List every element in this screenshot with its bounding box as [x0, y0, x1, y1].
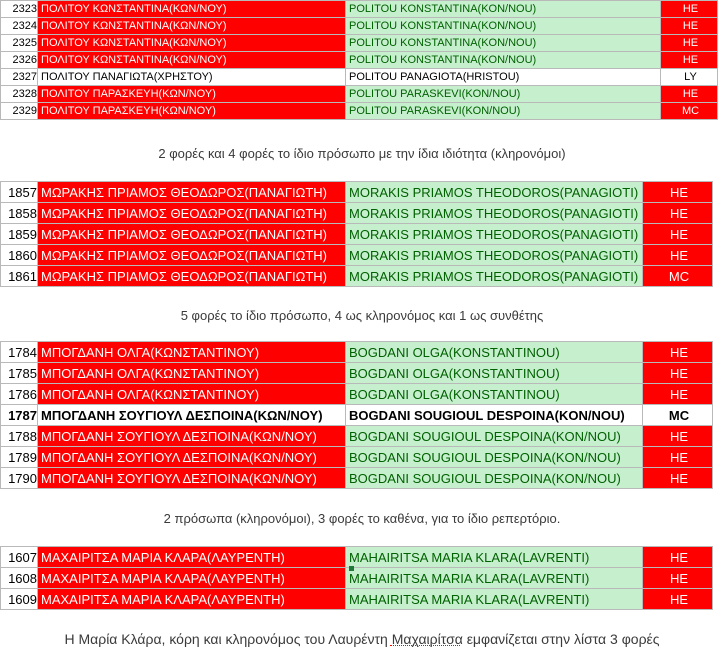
- row-number[interactable]: 2323: [1, 1, 38, 18]
- greek-name-cell[interactable]: ΜΑΧΑΙΡΙΤΣΑ ΜΑΡΙΑ ΚΛΑΡΑ(ΛΑΥΡΕΝΤΗ): [38, 568, 346, 589]
- table-row: [1, 384, 713, 405]
- spellcheck-underline: [390, 645, 460, 646]
- row-number[interactable]: 1787: [1, 405, 38, 426]
- role-code-cell[interactable]: MC: [643, 266, 713, 287]
- row-number[interactable]: 1607: [1, 547, 38, 568]
- greek-name-cell[interactable]: ΠΟΛΙΤΟΥ ΚΩΝΣΤΑΝΤΙΝΑ(ΚΩΝ/ΝΟΥ): [38, 18, 346, 35]
- role-code-cell[interactable]: HE: [643, 468, 713, 489]
- greek-name-cell[interactable]: ΜΑΧΑΙΡΙΤΣΑ ΜΑΡΙΑ ΚΛΑΡΑ(ΛΑΥΡΕΝΤΗ): [38, 589, 346, 610]
- greek-name-cell[interactable]: ΠΟΛΙΤΟΥ ΚΩΝΣΤΑΝΤΙΝΑ(ΚΩΝ/ΝΟΥ): [38, 52, 346, 69]
- greek-name-cell[interactable]: ΠΟΛΙΤΟΥ ΚΩΝΣΤΑΝΤΙΝΑ(ΚΩΝ/ΝΟΥ): [38, 1, 346, 18]
- role-code-cell[interactable]: HE: [661, 18, 718, 35]
- table-row: [1, 547, 713, 568]
- row-number[interactable]: 2326: [1, 52, 38, 69]
- row-number[interactable]: 1608: [1, 568, 38, 589]
- role-code-cell[interactable]: HE: [643, 426, 713, 447]
- role-code-cell[interactable]: HE: [643, 245, 713, 266]
- row-number[interactable]: 1784: [1, 342, 38, 363]
- role-code-cell[interactable]: HE: [661, 86, 718, 103]
- latin-name-cell[interactable]: MAHAIRITSA MARIA KLARA(LAVRENTI): [346, 547, 643, 568]
- row-number[interactable]: 1785: [1, 363, 38, 384]
- table-row: [1, 35, 718, 52]
- table-row: [1, 69, 718, 86]
- table-row: [1, 245, 713, 266]
- row-number[interactable]: 2327: [1, 69, 38, 86]
- row-number[interactable]: 1858: [1, 203, 38, 224]
- row-number[interactable]: 1788: [1, 426, 38, 447]
- row-number[interactable]: 1789: [1, 447, 38, 468]
- greek-name-cell[interactable]: ΠΟΛΙΤΟΥ ΚΩΝΣΤΑΝΤΙΝΑ(ΚΩΝ/ΝΟΥ): [38, 35, 346, 52]
- greek-name-cell[interactable]: ΜΩΡΑΚΗΣ ΠΡΙΑΜΟΣ ΘΕΟΔΩΡΟΣ(ΠΑΝΑΓΙΩΤΗ): [38, 203, 346, 224]
- latin-name-cell[interactable]: BOGDANI OLGA(KONSTANTINOU): [346, 342, 643, 363]
- greek-name-cell[interactable]: ΠΟΛΙΤΟΥ ΠΑΡΑΣΚΕΥΗ(ΚΩΝ/ΝΟΥ): [38, 86, 346, 103]
- row-number[interactable]: 1859: [1, 224, 38, 245]
- table-row: [1, 426, 713, 447]
- table-row: [1, 182, 713, 203]
- latin-name-cell[interactable]: MORAKIS PRIAMOS THEODOROS(PANAGIOTI): [346, 224, 643, 245]
- table-row: [1, 342, 713, 363]
- latin-name-cell[interactable]: POLITOU KONSTANTINA(KON/NOU): [346, 52, 661, 69]
- caption-mahairitsa: Η Μαρία Κλάρα, κόρη και κληρονόμος του Λαυρέντη Μαχαιρίτσα εμφανίζεται στην λίστα 3 φορές: [64, 631, 660, 647]
- row-number[interactable]: 1860: [1, 245, 38, 266]
- row-number[interactable]: 1609: [1, 589, 38, 610]
- latin-name-cell[interactable]: POLITOU PARASKEVI(KON/NOU): [346, 86, 661, 103]
- greek-name-cell[interactable]: ΜΩΡΑΚΗΣ ΠΡΙΑΜΟΣ ΘΕΟΔΩΡΟΣ(ΠΑΝΑΓΙΩΤΗ): [38, 224, 346, 245]
- role-code-cell[interactable]: HE: [661, 52, 718, 69]
- table-row: [1, 1, 718, 18]
- table-row: [1, 405, 713, 426]
- greek-name-cell[interactable]: ΜΠΟΓΔΑΝΗ ΣΟΥΓΙΟΥΛ ΔΕΣΠΟΙΝΑ(ΚΩΝ/ΝΟΥ): [38, 468, 346, 489]
- morakis-table: [0, 181, 713, 287]
- latin-name-cell[interactable]: POLITOU KONSTANTINA(KON/NOU): [346, 35, 661, 52]
- table-row: [1, 103, 718, 120]
- role-code-cell[interactable]: HE: [643, 568, 713, 589]
- latin-name-cell[interactable]: MORAKIS PRIAMOS THEODOROS(PANAGIOTI): [346, 266, 643, 287]
- latin-name-cell[interactable]: BOGDANI SOUGIOUL DESPOINA(KON/NOU): [346, 426, 643, 447]
- role-code-cell[interactable]: HE: [643, 224, 713, 245]
- greek-name-cell[interactable]: ΠΟΛΙΤΟΥ ΠΑΝΑΓΙΩΤΑ(ΧΡΗΣΤΟΥ): [38, 69, 346, 86]
- cell-selection-handle[interactable]: [349, 566, 354, 571]
- greek-name-cell[interactable]: ΜΠΟΓΔΑΝΗ ΣΟΥΓΙΟΥΛ ΔΕΣΠΟΙΝΑ(ΚΩΝ/ΝΟΥ): [38, 405, 346, 426]
- greek-name-cell[interactable]: ΜΩΡΑΚΗΣ ΠΡΙΑΜΟΣ ΘΕΟΔΩΡΟΣ(ΠΑΝΑΓΙΩΤΗ): [38, 245, 346, 266]
- table-row: [1, 224, 713, 245]
- role-code-cell[interactable]: MC: [661, 103, 718, 120]
- table-row: [1, 363, 713, 384]
- greek-name-cell[interactable]: ΜΠΟΓΔΑΝΗ ΟΛΓΑ(ΚΩΝΣΤΑΝΤΙΝΟΥ): [38, 384, 346, 405]
- table-row: [1, 568, 713, 589]
- role-code-cell[interactable]: LY: [661, 69, 718, 86]
- row-number[interactable]: 1790: [1, 468, 38, 489]
- row-number[interactable]: 1861: [1, 266, 38, 287]
- row-number[interactable]: 2324: [1, 18, 38, 35]
- greek-name-cell[interactable]: ΜΩΡΑΚΗΣ ΠΡΙΑΜΟΣ ΘΕΟΔΩΡΟΣ(ΠΑΝΑΓΙΩΤΗ): [38, 266, 346, 287]
- row-number[interactable]: 2325: [1, 35, 38, 52]
- latin-name-cell[interactable]: MAHAIRITSA MARIA KLARA(LAVRENTI): [346, 589, 643, 610]
- bogdani-table: [0, 341, 713, 489]
- greek-name-cell[interactable]: ΜΠΟΓΔΑΝΗ ΟΛΓΑ(ΚΩΝΣΤΑΝΤΙΝΟΥ): [38, 342, 346, 363]
- latin-name-cell[interactable]: BOGDANI SOUGIOUL DESPOINA(KON/NOU): [346, 447, 643, 468]
- latin-name-cell[interactable]: MORAKIS PRIAMOS THEODOROS(PANAGIOTI): [346, 203, 643, 224]
- role-code-cell[interactable]: HE: [643, 547, 713, 568]
- role-code-cell[interactable]: HE: [643, 589, 713, 610]
- greek-name-cell[interactable]: ΜΠΟΓΔΑΝΗ ΟΛΓΑ(ΚΩΝΣΤΑΝΤΙΝΟΥ): [38, 363, 346, 384]
- role-code-cell[interactable]: HE: [643, 203, 713, 224]
- greek-name-cell[interactable]: ΜΠΟΓΔΑΝΗ ΣΟΥΓΙΟΥΛ ΔΕΣΠΟΙΝΑ(ΚΩΝ/ΝΟΥ): [38, 447, 346, 468]
- latin-name-cell[interactable]: BOGDANI SOUGIOUL DESPOINA(KON/NOU): [346, 405, 643, 426]
- role-code-cell[interactable]: HE: [643, 447, 713, 468]
- table-row: [1, 266, 713, 287]
- latin-name-cell[interactable]: MORAKIS PRIAMOS THEODOROS(PANAGIOTI): [346, 245, 643, 266]
- row-number[interactable]: 2328: [1, 86, 38, 103]
- latin-name-cell[interactable]: BOGDANI OLGA(KONSTANTINOU): [346, 384, 643, 405]
- caption-bogdani: 2 πρόσωπα (κληρονόμοι), 3 φορές το καθένα, για το ίδιο ρεπερτόριο.: [163, 511, 561, 526]
- table-row: [1, 468, 713, 489]
- greek-name-cell[interactable]: ΜΩΡΑΚΗΣ ΠΡΙΑΜΟΣ ΘΕΟΔΩΡΟΣ(ΠΑΝΑΓΙΩΤΗ): [38, 182, 346, 203]
- caption-morakis: 5 φορές το ίδιο πρόσωπο, 4 ως κληρονόμος και 1 ως συνθέτης: [180, 308, 544, 323]
- latin-name-cell[interactable]: POLITOU PANAGIOTA(HRISTOU): [346, 69, 661, 86]
- role-code-cell[interactable]: HE: [643, 342, 713, 363]
- latin-name-cell[interactable]: MAHAIRITSA MARIA KLARA(LAVRENTI): [346, 568, 643, 589]
- latin-name-cell[interactable]: BOGDANI SOUGIOUL DESPOINA(KON/NOU): [346, 468, 643, 489]
- latin-name-cell[interactable]: MORAKIS PRIAMOS THEODOROS(PANAGIOTI): [346, 182, 643, 203]
- table-row: [1, 86, 718, 103]
- role-code-cell[interactable]: HE: [643, 363, 713, 384]
- politou-table: [0, 0, 718, 120]
- role-code-cell[interactable]: HE: [661, 1, 718, 18]
- latin-name-cell[interactable]: POLITOU PARASKEVI(KON/NOU): [346, 103, 661, 120]
- greek-name-cell[interactable]: ΠΟΛΙΤΟΥ ΠΑΡΑΣΚΕΥΗ(ΚΩΝ/ΝΟΥ): [38, 103, 346, 120]
- table-row: [1, 52, 718, 69]
- table-row: [1, 203, 713, 224]
- latin-name-cell[interactable]: BOGDANI OLGA(KONSTANTINOU): [346, 363, 643, 384]
- table-row: [1, 447, 713, 468]
- latin-name-cell[interactable]: POLITOU KONSTANTINA(KON/NOU): [346, 18, 661, 35]
- table-row: [1, 589, 713, 610]
- row-number[interactable]: 2329: [1, 103, 38, 120]
- caption-politou: 2 φορές και 4 φορές το ίδιο πρόσωπο με την ίδια ιδιότητα (κληρονόμοι): [158, 146, 566, 161]
- role-code-cell[interactable]: HE: [643, 384, 713, 405]
- table-row: [1, 18, 718, 35]
- role-code-cell[interactable]: HE: [643, 182, 713, 203]
- row-number[interactable]: 1857: [1, 182, 38, 203]
- mahairitsa-table: [0, 546, 713, 610]
- role-code-cell[interactable]: MC: [643, 405, 713, 426]
- greek-name-cell[interactable]: ΜΑΧΑΙΡΙΤΣΑ ΜΑΡΙΑ ΚΛΑΡΑ(ΛΑΥΡΕΝΤΗ): [38, 547, 346, 568]
- latin-name-cell[interactable]: POLITOU KONSTANTINA(KON/NOU): [346, 1, 661, 18]
- row-number[interactable]: 1786: [1, 384, 38, 405]
- greek-name-cell[interactable]: ΜΠΟΓΔΑΝΗ ΣΟΥΓΙΟΥΛ ΔΕΣΠΟΙΝΑ(ΚΩΝ/ΝΟΥ): [38, 426, 346, 447]
- role-code-cell[interactable]: HE: [661, 35, 718, 52]
